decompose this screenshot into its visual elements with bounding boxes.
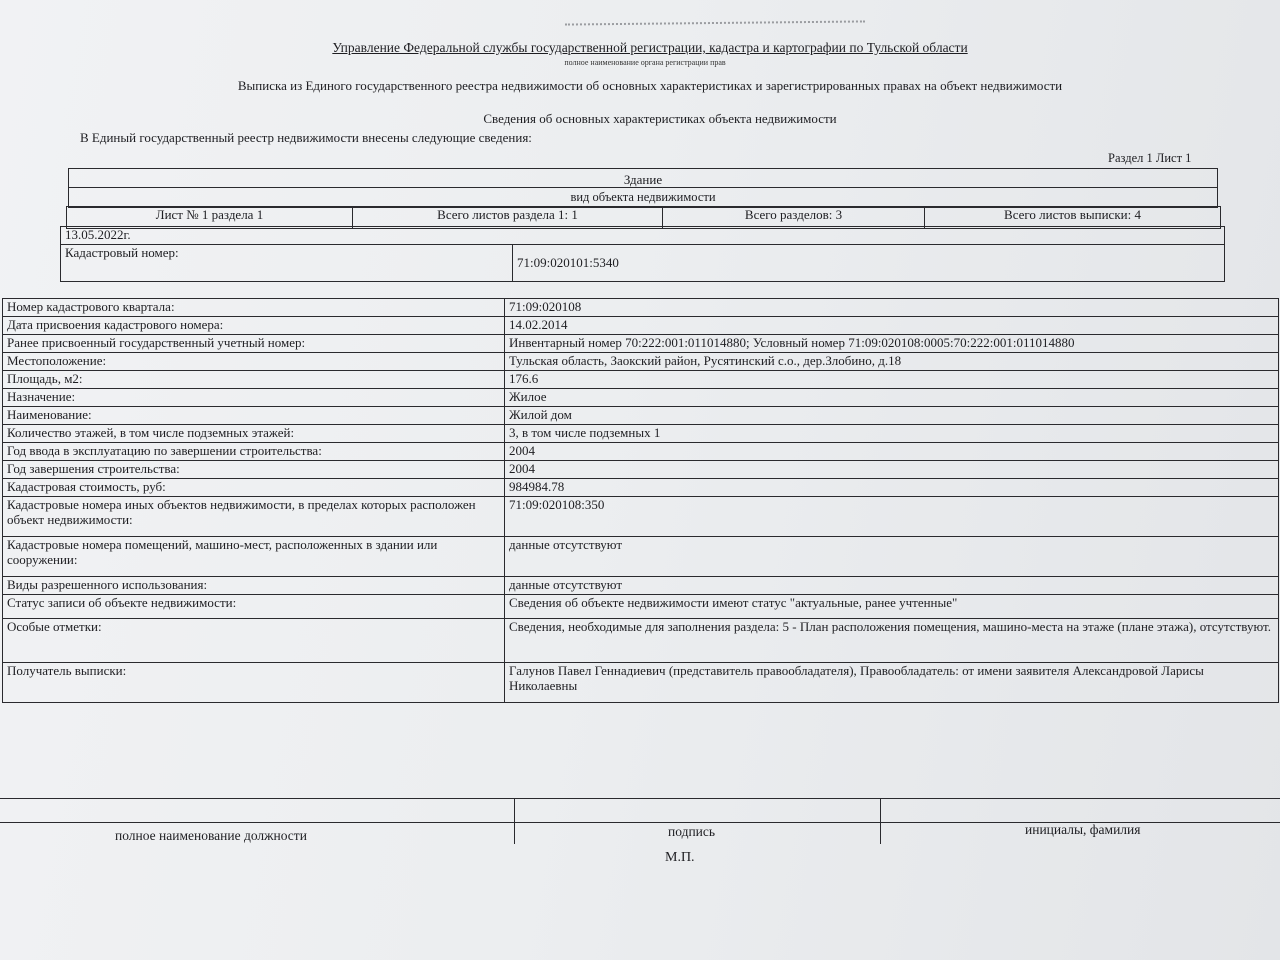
seal-mark: М.П. [665, 850, 695, 865]
detail-row [3, 335, 1279, 353]
cadastral-table [60, 226, 1225, 282]
detail-row [3, 299, 1279, 317]
sheet-number: Лист № 1 раздела 1 [67, 207, 353, 229]
detail-row [3, 663, 1279, 703]
detail-label: Кадастровые номера помещений, машино-мест, расположенных в здании или сооружении: [3, 537, 505, 577]
detail-value: Тульская область, Заокский район, Русятинский с.о., дер.Злобино, д.18 [505, 353, 1279, 371]
detail-row [3, 537, 1279, 577]
total-sections: Всего разделов: 3 [663, 207, 925, 229]
detail-row [3, 371, 1279, 389]
detail-value: 2004 [505, 461, 1279, 479]
detail-label: Получатель выписки: [3, 663, 505, 703]
detail-label: Статус записи об объекте недвижимости: [3, 595, 505, 619]
detail-row [3, 619, 1279, 663]
detail-value: 14.02.2014 [505, 317, 1279, 335]
detail-label: Виды разрешенного использования: [3, 577, 505, 595]
info-title: Сведения об основных характеристиках объекта недвижимости [483, 111, 837, 126]
detail-label: Местоположение: [3, 353, 505, 371]
detail-value: данные отсутствуют [505, 577, 1279, 595]
cadastral-number-value: 71:09:020101:5340 [513, 245, 1225, 282]
detail-value: 984984.78 [505, 479, 1279, 497]
detail-value: 176.6 [505, 371, 1279, 389]
detail-row [3, 389, 1279, 407]
detail-row [3, 353, 1279, 371]
section-label: Раздел 1 Лист 1 [1108, 151, 1192, 165]
detail-label: Назначение: [3, 389, 505, 407]
detail-label: Номер кадастрового квартала: [3, 299, 505, 317]
detail-label: Кадастровая стоимость, руб: [3, 479, 505, 497]
detail-value: 71:09:020108:350 [505, 497, 1279, 537]
detail-row [3, 497, 1279, 537]
cadastral-number-label: Кадастровый номер: [61, 245, 513, 282]
detail-label: Дата присвоения кадастрового номера: [3, 317, 505, 335]
detail-label: Ранее присвоенный государственный учетный номер: [3, 335, 505, 353]
detail-label: Количество этажей, в том числе подземных этажей: [3, 425, 505, 443]
total-sheets: Всего листов выписки: 4 [925, 207, 1221, 229]
detail-value: 3, в том числе подземных 1 [505, 425, 1279, 443]
detail-value: данные отсутствуют [505, 537, 1279, 577]
lead-text: В Единый государственный реестр недвижимости внесены следующие сведения: [80, 130, 532, 145]
detail-value: 71:09:020108 [505, 299, 1279, 317]
agency-name: Управление Федеральной службы государственной регистрации, кадастра и картографии по Тульской области [332, 40, 968, 55]
detail-label: Кадастровые номера иных объектов недвижимости, в пределах которых расположен объект недвижимости: [3, 497, 505, 537]
detail-label: Площадь, м2: [3, 371, 505, 389]
object-type-caption: вид объекта недвижимости [570, 190, 716, 204]
detail-value: Сведения об объекте недвижимости имеют статус "актуальные, ранее учтенные" [505, 595, 1279, 619]
detail-label: Особые отметки: [3, 619, 505, 663]
details-table [2, 298, 1279, 703]
position-caption: полное наименование должности [115, 828, 307, 843]
detail-row [3, 461, 1279, 479]
sheets-in-section: Всего листов раздела 1: 1 [353, 207, 663, 229]
detail-value: Инвентарный номер 70:222:001:011014880; Условный номер 71:09:020108:0005:70:222:001:011014880 [505, 335, 1279, 353]
detail-value: Сведения, необходимые для заполнения раздела: 5 - План расположения помещения, машино-места на этаже (плане этажа), отсутствуют. [505, 619, 1279, 663]
detail-label: Год завершения строительства: [3, 461, 505, 479]
stitch-mark [565, 20, 865, 31]
signature-top-line [0, 798, 1280, 799]
detail-label: Наименование: [3, 407, 505, 425]
detail-value: Жилой дом [505, 407, 1279, 425]
signature-caption: подпись [668, 824, 716, 839]
detail-row [3, 577, 1279, 595]
extract-date: 13.05.2022г. [61, 227, 1225, 245]
detail-row [3, 425, 1279, 443]
extract-title: Выписка из Единого государственного реестра недвижимости об основных характеристиках и зарегистрированных правах на объект недвижимости [237, 78, 1063, 93]
object-type-box [68, 168, 1218, 208]
object-type: Здание [623, 172, 663, 187]
detail-row [3, 595, 1279, 619]
detail-row [3, 479, 1279, 497]
agency-caption: полное наименование органа регистрации прав [564, 58, 726, 67]
detail-label: Год ввода в эксплуатацию по завершении строительства: [3, 443, 505, 461]
name-caption: инициалы, фамилия [1025, 822, 1141, 837]
detail-value: Жилое [505, 389, 1279, 407]
detail-row [3, 407, 1279, 425]
detail-value: Галунов Павел Геннадиевич (представитель правообладателя), Правообладатель: от имени заявителя Александровой Ларисы Николаевны [505, 663, 1279, 703]
detail-value: 2004 [505, 443, 1279, 461]
detail-row [3, 443, 1279, 461]
detail-row [3, 317, 1279, 335]
